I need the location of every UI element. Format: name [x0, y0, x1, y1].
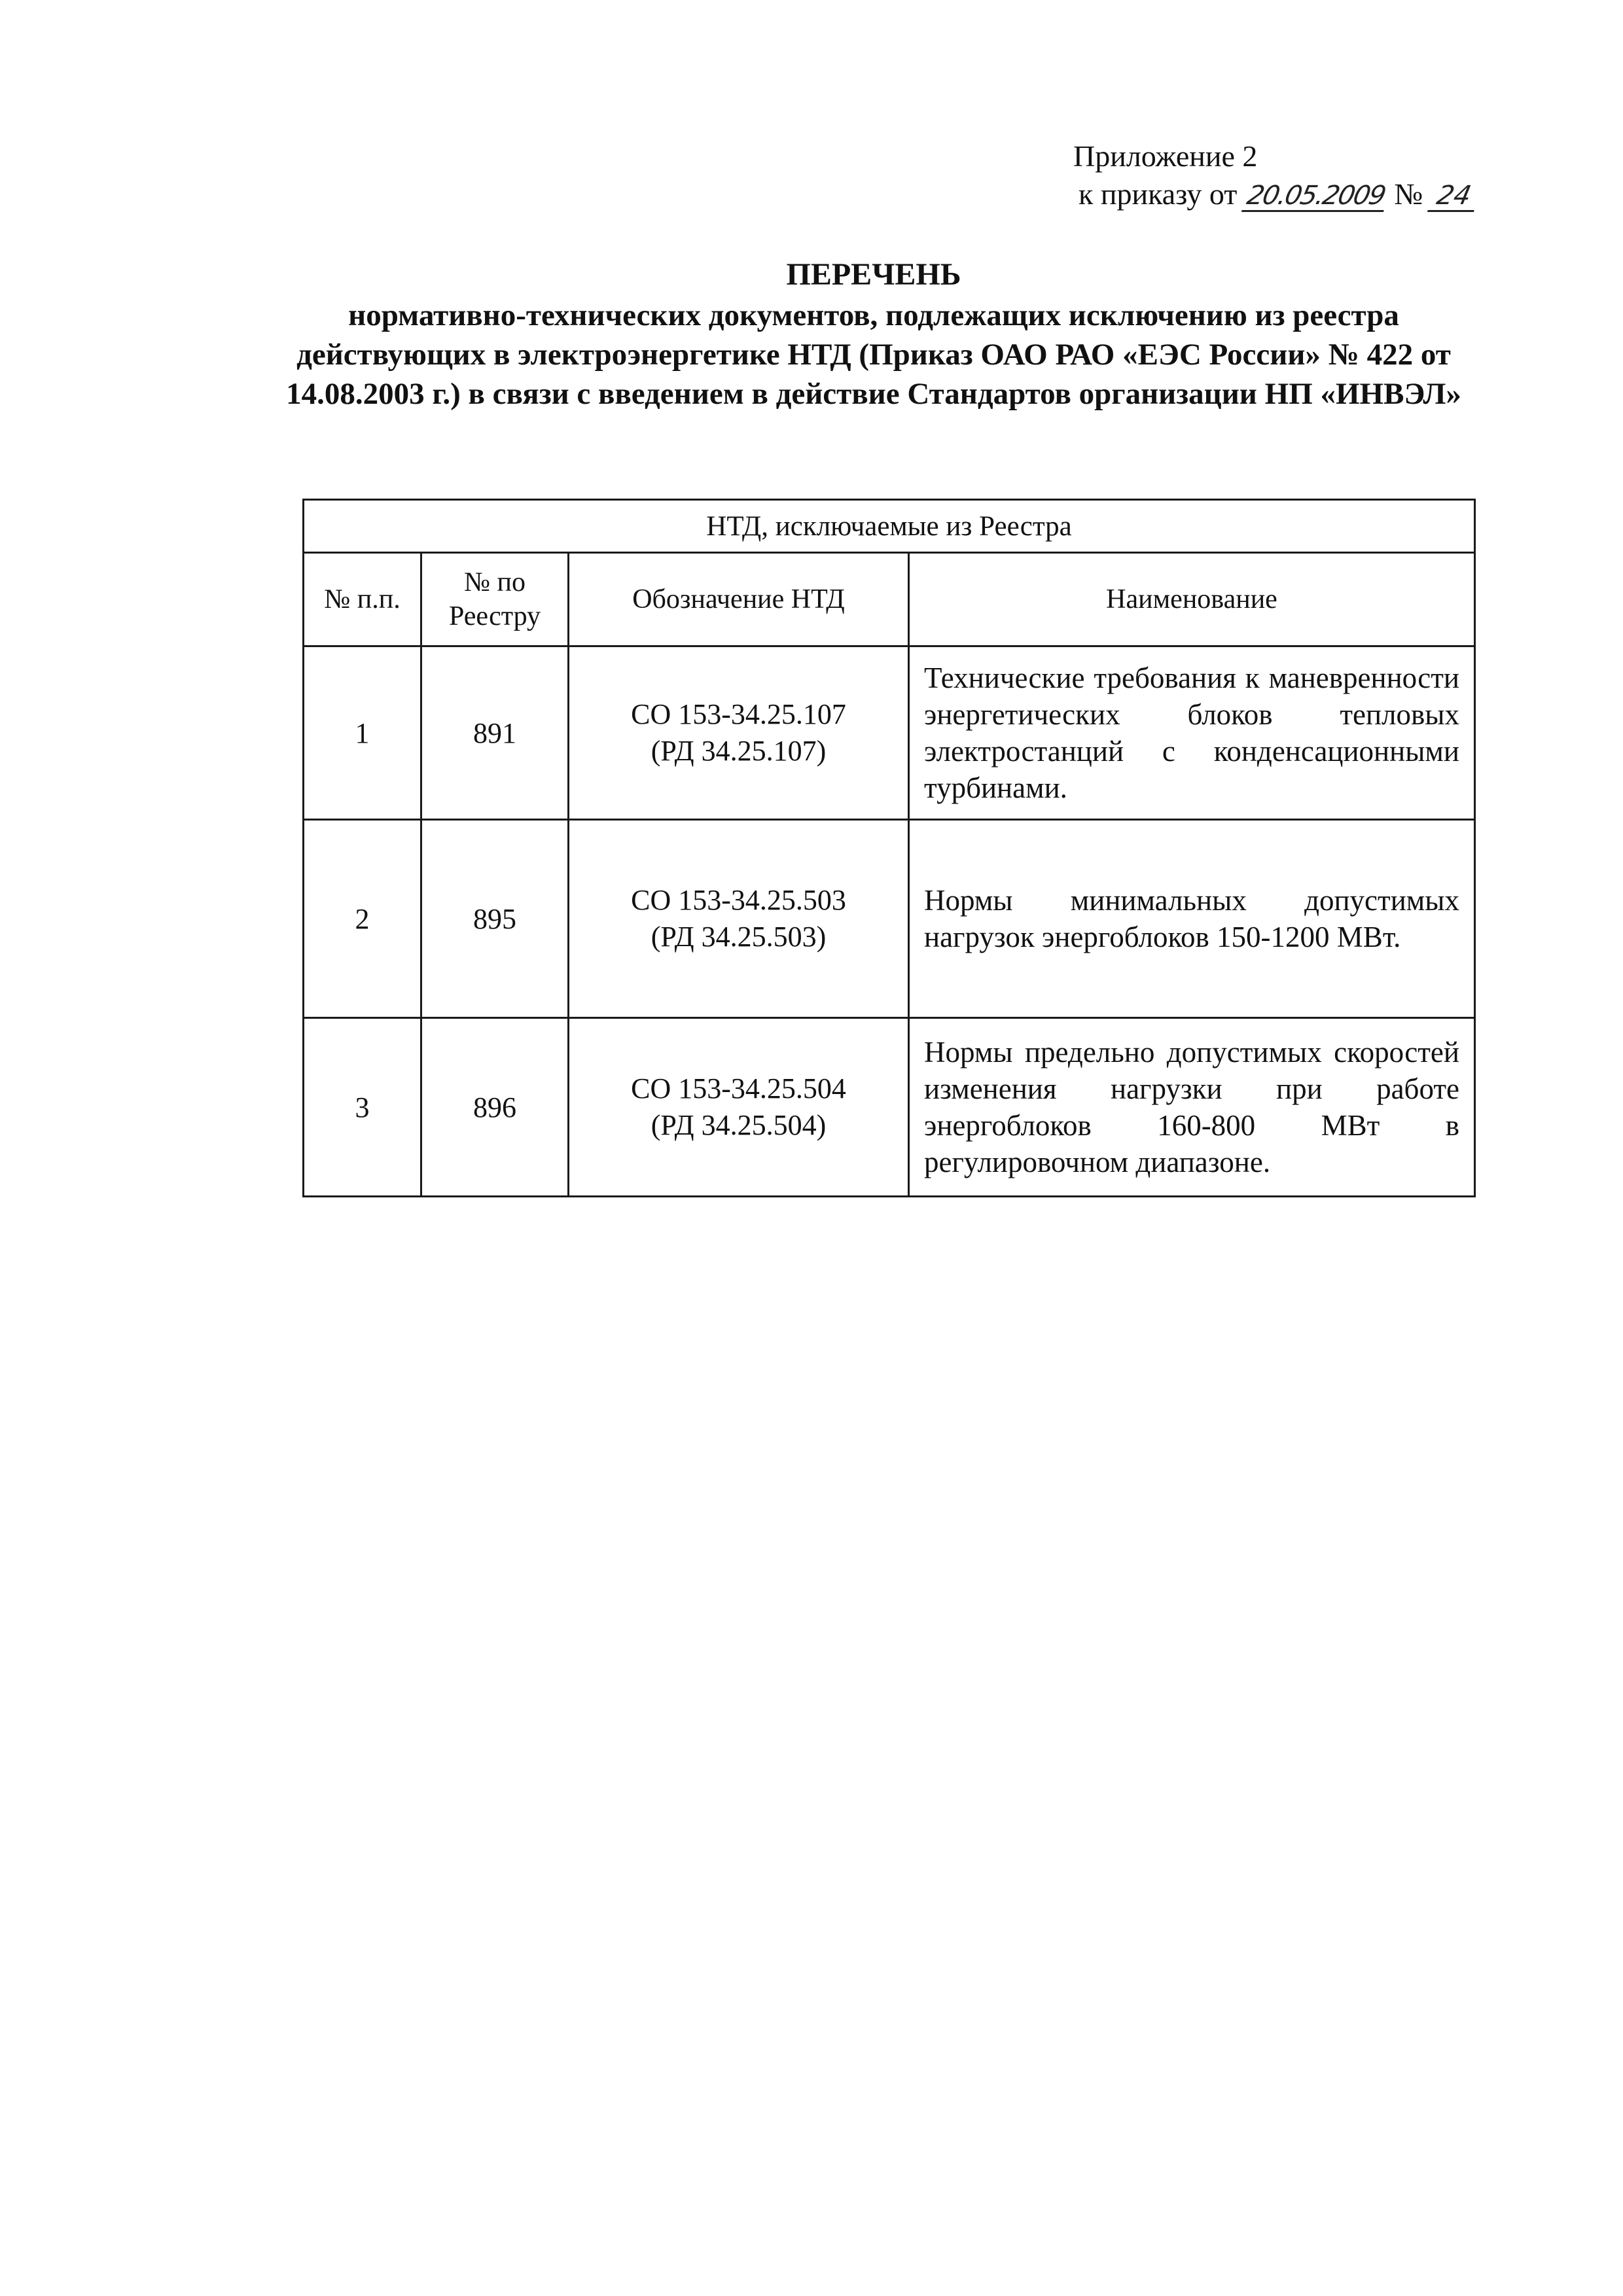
- number-sign: №: [1394, 177, 1423, 211]
- handwritten-order-number: 24: [1427, 181, 1480, 212]
- handwritten-date: 20.05.2009: [1241, 181, 1390, 212]
- code-line2: (РД 34.25.504): [651, 1109, 827, 1141]
- code-line2: (РД 34.25.107): [651, 735, 827, 767]
- header-registry-line1: № по: [463, 567, 526, 597]
- table-caption: НТД, исключаемые из Реестра: [304, 500, 1475, 553]
- document-title: [223, 255, 1525, 414]
- header-num: № п.п.: [304, 553, 421, 646]
- title-line-2: действующих в электроэнергетике НТД (Приказ ОАО РАО «ЕЭС России» № 422 от: [296, 338, 1451, 372]
- code-line1: СО 153-34.25.107: [631, 698, 846, 730]
- cell-code: [569, 820, 909, 1018]
- code-line2: (РД 34.25.503): [651, 921, 827, 953]
- cell-num: 2: [304, 820, 421, 1018]
- ntd-table: [302, 499, 1476, 1197]
- table-row: [304, 1018, 1475, 1197]
- order-prefix: к приказу от: [1079, 177, 1238, 211]
- cell-num: 1: [304, 646, 421, 820]
- table-row: [304, 820, 1475, 1018]
- title-line-1: нормативно-технических документов, подлежащих исключению из реестра: [348, 298, 1399, 332]
- header-registry-line2: Реестру: [448, 601, 541, 631]
- cell-name: Технические требования к маневренности энергетических блоков тепловых электростанций с конденсационными турбинами.: [909, 646, 1475, 820]
- table-row: [304, 646, 1475, 820]
- cell-registry: 891: [421, 646, 569, 820]
- code-line1: СО 153-34.25.503: [631, 884, 846, 916]
- header-registry: [421, 553, 569, 646]
- cell-code: [569, 1018, 909, 1197]
- title-main: ПЕРЕЧЕНЬ: [786, 257, 961, 292]
- cell-num: 3: [304, 1018, 421, 1197]
- order-reference: [1073, 175, 1544, 213]
- cell-name: Нормы предельно допустимых скоростей изменения нагрузки при работе энергоблоков 160-800 МВт в регулировочном диапазоне.: [909, 1018, 1475, 1197]
- appendix-reference: [1073, 137, 1544, 213]
- code-line1: СО 153-34.25.504: [631, 1072, 846, 1104]
- cell-registry: 896: [421, 1018, 569, 1197]
- header-code: Обозначение НТД: [569, 553, 909, 646]
- cell-name: Нормы минимальных допустимых нагрузок энергоблоков 150-1200 МВт.: [909, 820, 1475, 1018]
- title-line-3: 14.08.2003 г.) в связи с введением в действие Стандартов организации НП «ИНВЭЛ»: [286, 377, 1461, 411]
- appendix-label: Приложение 2: [1073, 139, 1258, 173]
- cell-registry: 895: [421, 820, 569, 1018]
- cell-code: [569, 646, 909, 820]
- table-caption-row: [304, 500, 1475, 553]
- table-header-row: [304, 553, 1475, 646]
- header-name: Наименование: [909, 553, 1475, 646]
